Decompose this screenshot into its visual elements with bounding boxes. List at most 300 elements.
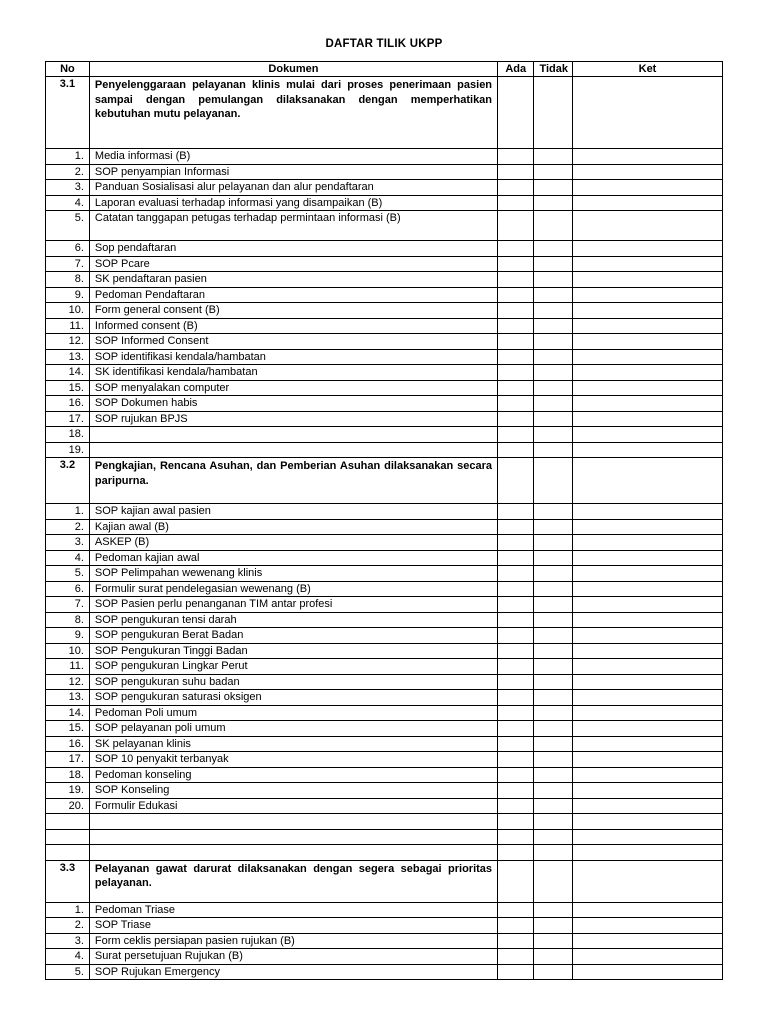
tidak-cell[interactable] (534, 612, 573, 628)
ket-cell[interactable] (573, 829, 723, 845)
header-no: No (46, 62, 90, 77)
row-number: 6. (46, 241, 90, 257)
tidak-cell[interactable] (534, 411, 573, 427)
header-tidak: Tidak (534, 62, 573, 77)
document-name (89, 829, 497, 845)
document-name: SOP Konseling (89, 783, 497, 799)
ket-cell[interactable] (573, 705, 723, 721)
tidak-cell[interactable] (534, 829, 573, 845)
ket-cell[interactable] (573, 349, 723, 365)
ket-cell[interactable] (573, 180, 723, 196)
ada-cell[interactable] (498, 705, 534, 721)
table-row (46, 612, 723, 628)
tidak-cell[interactable] (534, 303, 573, 319)
ket-cell[interactable] (573, 845, 723, 861)
ket-cell[interactable] (573, 287, 723, 303)
document-name: SOP Pengukuran Tinggi Badan (89, 643, 497, 659)
ket-cell[interactable] (573, 860, 723, 902)
ada-cell[interactable] (498, 860, 534, 902)
ada-cell[interactable] (498, 272, 534, 288)
row-number: 3.2 (46, 458, 90, 504)
row-number: 1. (46, 902, 90, 918)
tidak-cell[interactable] (534, 535, 573, 551)
document-name: Kajian awal (B) (89, 519, 497, 535)
tidak-cell[interactable] (534, 581, 573, 597)
ket-cell[interactable] (573, 581, 723, 597)
row-number: 1. (46, 504, 90, 520)
table-row (46, 705, 723, 721)
table-row (46, 674, 723, 690)
document-name: SOP pelayanan poli umum (89, 721, 497, 737)
tidak-cell[interactable] (534, 442, 573, 458)
ket-cell[interactable] (573, 427, 723, 443)
tidak-cell[interactable] (534, 628, 573, 644)
document-name: Informed consent (B) (89, 318, 497, 334)
table-row (46, 334, 723, 350)
ket-cell[interactable] (573, 628, 723, 644)
table-row (46, 349, 723, 365)
ket-cell[interactable] (573, 659, 723, 675)
table-row (46, 902, 723, 918)
ket-cell[interactable] (573, 798, 723, 814)
ada-cell[interactable] (498, 674, 534, 690)
row-number: 16. (46, 396, 90, 412)
ket-cell[interactable] (573, 334, 723, 350)
document-name: Pedoman Pendaftaran (89, 287, 497, 303)
table-row (46, 918, 723, 934)
ada-cell[interactable] (498, 334, 534, 350)
table-row (46, 256, 723, 272)
table-row (46, 380, 723, 396)
ket-cell[interactable] (573, 256, 723, 272)
tidak-cell[interactable] (534, 458, 573, 504)
document-name: ASKEP (B) (89, 535, 497, 551)
ket-cell[interactable] (573, 767, 723, 783)
table-row (46, 287, 723, 303)
document-name: Pedoman Triase (89, 902, 497, 918)
row-number: 5. (46, 566, 90, 582)
row-number: 12. (46, 674, 90, 690)
table-row (46, 272, 723, 288)
ada-cell[interactable] (498, 628, 534, 644)
table-row (46, 519, 723, 535)
ada-cell[interactable] (498, 581, 534, 597)
ada-cell[interactable] (498, 845, 534, 861)
checklist-table (45, 61, 723, 980)
tidak-cell[interactable] (534, 690, 573, 706)
document-name: SK identifikasi kendala/hambatan (89, 365, 497, 381)
table-row (46, 690, 723, 706)
tidak-cell[interactable] (534, 365, 573, 381)
ket-cell[interactable] (573, 814, 723, 830)
tidak-cell[interactable] (534, 643, 573, 659)
document-name: Formulir surat pendelegasian wewenang (B) (89, 581, 497, 597)
ket-cell[interactable] (573, 736, 723, 752)
ada-cell[interactable] (498, 535, 534, 551)
ada-cell[interactable] (498, 933, 534, 949)
table-row (46, 411, 723, 427)
document-name: SOP pengukuran tensi darah (89, 612, 497, 628)
document-name: SOP Pcare (89, 256, 497, 272)
tidak-cell[interactable] (534, 767, 573, 783)
ada-cell[interactable] (498, 612, 534, 628)
tidak-cell[interactable] (534, 918, 573, 934)
tidak-cell[interactable] (534, 902, 573, 918)
row-number: 18. (46, 767, 90, 783)
ket-cell[interactable] (573, 783, 723, 799)
ket-cell[interactable] (573, 149, 723, 165)
tidak-cell[interactable] (534, 77, 573, 149)
row-number: 20. (46, 798, 90, 814)
ket-cell[interactable] (573, 195, 723, 211)
document-name: SOP Informed Consent (89, 334, 497, 350)
row-number: 3. (46, 180, 90, 196)
document-name: Surat persetujuan Rujukan (B) (89, 949, 497, 965)
ket-cell[interactable] (573, 933, 723, 949)
ket-cell[interactable] (573, 77, 723, 149)
row-number: 11. (46, 659, 90, 675)
ada-cell[interactable] (498, 256, 534, 272)
row-number: 10. (46, 303, 90, 319)
tidak-cell[interactable] (534, 705, 573, 721)
row-number: 3.1 (46, 77, 90, 149)
ket-cell[interactable] (573, 535, 723, 551)
row-number: 12. (46, 334, 90, 350)
document-name: Laporan evaluasi terhadap informasi yang disampaikan (B) (89, 195, 497, 211)
table-row (46, 845, 723, 861)
row-number: 10. (46, 643, 90, 659)
row-number: 2. (46, 918, 90, 934)
row-number: 8. (46, 272, 90, 288)
ket-cell[interactable] (573, 211, 723, 241)
document-name: Sop pendaftaran (89, 241, 497, 257)
ada-cell[interactable] (498, 442, 534, 458)
tidak-cell[interactable] (534, 659, 573, 675)
ada-cell[interactable] (498, 829, 534, 845)
ada-cell[interactable] (498, 349, 534, 365)
document-name: Pedoman Poli umum (89, 705, 497, 721)
ket-cell[interactable] (573, 303, 723, 319)
ada-cell[interactable] (498, 164, 534, 180)
ket-cell[interactable] (573, 612, 723, 628)
tidak-cell[interactable] (534, 783, 573, 799)
table-row (46, 318, 723, 334)
ket-cell[interactable] (573, 566, 723, 582)
ket-cell[interactable] (573, 949, 723, 965)
table-row (46, 949, 723, 965)
document-name: SOP pengukuran suhu badan (89, 674, 497, 690)
table-row (46, 180, 723, 196)
ket-cell[interactable] (573, 318, 723, 334)
row-number: 2. (46, 519, 90, 535)
table-row (46, 566, 723, 582)
ket-cell[interactable] (573, 396, 723, 412)
section-row (46, 860, 723, 902)
tidak-cell[interactable] (534, 736, 573, 752)
ket-cell[interactable] (573, 674, 723, 690)
tidak-cell[interactable] (534, 964, 573, 980)
document-name (89, 814, 497, 830)
row-number: 19. (46, 783, 90, 799)
ada-cell[interactable] (498, 752, 534, 768)
tidak-cell[interactable] (534, 334, 573, 350)
row-number: 11. (46, 318, 90, 334)
tidak-cell[interactable] (534, 550, 573, 566)
ada-cell[interactable] (498, 643, 534, 659)
table-row (46, 643, 723, 659)
row-number: 5. (46, 211, 90, 241)
table-row (46, 149, 723, 165)
ada-cell[interactable] (498, 380, 534, 396)
tidak-cell[interactable] (534, 566, 573, 582)
ket-cell[interactable] (573, 721, 723, 737)
ada-cell[interactable] (498, 690, 534, 706)
tidak-cell[interactable] (534, 256, 573, 272)
tidak-cell[interactable] (534, 349, 573, 365)
ada-cell[interactable] (498, 550, 534, 566)
row-number: 4. (46, 949, 90, 965)
tidak-cell[interactable] (534, 504, 573, 520)
tidak-cell[interactable] (534, 860, 573, 902)
ada-cell[interactable] (498, 949, 534, 965)
ket-cell[interactable] (573, 964, 723, 980)
document-name: SOP penyampian Informasi (89, 164, 497, 180)
ada-cell[interactable] (498, 519, 534, 535)
document-name: SOP Dokumen habis (89, 396, 497, 412)
ket-cell[interactable] (573, 550, 723, 566)
document-name: SOP 10 penyakit terbanyak (89, 752, 497, 768)
row-number: 8. (46, 612, 90, 628)
table-row (46, 303, 723, 319)
table-body (46, 77, 723, 980)
row-number: 19. (46, 442, 90, 458)
row-number: 4. (46, 195, 90, 211)
table-row (46, 535, 723, 551)
ada-cell[interactable] (498, 318, 534, 334)
row-number: 3.3 (46, 860, 90, 902)
tidak-cell[interactable] (534, 241, 573, 257)
row-number: 7. (46, 597, 90, 613)
document-name: SOP Pasien perlu penanganan TIM antar profesi (89, 597, 497, 613)
row-number: 7. (46, 256, 90, 272)
ada-cell[interactable] (498, 902, 534, 918)
table-row (46, 581, 723, 597)
ada-cell[interactable] (498, 241, 534, 257)
row-number: 15. (46, 721, 90, 737)
ada-cell[interactable] (498, 149, 534, 165)
tidak-cell[interactable] (534, 814, 573, 830)
document-name: SOP rujukan BPJS (89, 411, 497, 427)
ada-cell[interactable] (498, 767, 534, 783)
table-row (46, 964, 723, 980)
ket-cell[interactable] (573, 504, 723, 520)
ada-cell[interactable] (498, 659, 534, 675)
row-number (46, 829, 90, 845)
ket-cell[interactable] (573, 164, 723, 180)
tidak-cell[interactable] (534, 674, 573, 690)
tidak-cell[interactable] (534, 380, 573, 396)
ada-cell[interactable] (498, 365, 534, 381)
ada-cell[interactable] (498, 814, 534, 830)
tidak-cell[interactable] (534, 396, 573, 412)
ada-cell[interactable] (498, 721, 534, 737)
document-name: Pedoman kajian awal (89, 550, 497, 566)
ada-cell[interactable] (498, 303, 534, 319)
table-row (46, 396, 723, 412)
row-number: 15. (46, 380, 90, 396)
ada-cell[interactable] (498, 211, 534, 241)
table-row (46, 365, 723, 381)
table-row (46, 628, 723, 644)
ada-cell[interactable] (498, 396, 534, 412)
ket-cell[interactable] (573, 442, 723, 458)
table-row (46, 933, 723, 949)
ada-cell[interactable] (498, 597, 534, 613)
document-name: Formulir Edukasi (89, 798, 497, 814)
row-number (46, 814, 90, 830)
tidak-cell[interactable] (534, 933, 573, 949)
document-name: Pelayanan gawat darurat dilaksanakan dengan segera sebagai prioritas pelayanan. (89, 860, 497, 902)
tidak-cell[interactable] (534, 798, 573, 814)
row-number: 4. (46, 550, 90, 566)
table-row (46, 195, 723, 211)
tidak-cell[interactable] (534, 164, 573, 180)
table-row (46, 241, 723, 257)
document-name: SOP pengukuran Berat Badan (89, 628, 497, 644)
document-name: SOP pengukuran Lingkar Perut (89, 659, 497, 675)
ada-cell[interactable] (498, 458, 534, 504)
tidak-cell[interactable] (534, 195, 573, 211)
table-row (46, 427, 723, 443)
table-row (46, 550, 723, 566)
row-number: 3. (46, 933, 90, 949)
section-row (46, 77, 723, 149)
tidak-cell[interactable] (534, 752, 573, 768)
ada-cell[interactable] (498, 736, 534, 752)
table-row (46, 829, 723, 845)
document-name: Catatan tanggapan petugas terhadap permintaan informasi (B) (89, 211, 497, 241)
tidak-cell[interactable] (534, 427, 573, 443)
table-row (46, 767, 723, 783)
ket-cell[interactable] (573, 597, 723, 613)
ada-cell[interactable] (498, 287, 534, 303)
page-title: DAFTAR TILIK UKPP (325, 38, 443, 50)
document-name: SOP Triase (89, 918, 497, 934)
document-name: Form ceklis persiapan pasien rujukan (B) (89, 933, 497, 949)
tidak-cell[interactable] (534, 272, 573, 288)
document-name: Pengkajian, Rencana Asuhan, dan Pemberian Asuhan dilaksanakan secara paripurna. (89, 458, 497, 504)
header-ada: Ada (498, 62, 534, 77)
tidak-cell[interactable] (534, 519, 573, 535)
document-name: SOP kajian awal pasien (89, 504, 497, 520)
document-name (89, 845, 497, 861)
row-number: 2. (46, 164, 90, 180)
table-row (46, 504, 723, 520)
ada-cell[interactable] (498, 964, 534, 980)
ket-cell[interactable] (573, 643, 723, 659)
ada-cell[interactable] (498, 195, 534, 211)
table-row (46, 814, 723, 830)
ada-cell[interactable] (498, 77, 534, 149)
tidak-cell[interactable] (534, 721, 573, 737)
tidak-cell[interactable] (534, 211, 573, 241)
document-name: SOP identifikasi kendala/hambatan (89, 349, 497, 365)
document-name: Form general consent (B) (89, 303, 497, 319)
document-name: Media informasi (B) (89, 149, 497, 165)
ket-cell[interactable] (573, 411, 723, 427)
ada-cell[interactable] (498, 411, 534, 427)
table-row (46, 736, 723, 752)
tidak-cell[interactable] (534, 149, 573, 165)
header-ket: Ket (573, 62, 723, 77)
table-row (46, 783, 723, 799)
row-number: 13. (46, 690, 90, 706)
row-number: 5. (46, 964, 90, 980)
row-number: 6. (46, 581, 90, 597)
document-name: SOP Rujukan Emergency (89, 964, 497, 980)
ket-cell[interactable] (573, 458, 723, 504)
tidak-cell[interactable] (534, 318, 573, 334)
table-row (46, 442, 723, 458)
tidak-cell[interactable] (534, 287, 573, 303)
row-number: 14. (46, 705, 90, 721)
ada-cell[interactable] (498, 504, 534, 520)
ket-cell[interactable] (573, 241, 723, 257)
ket-cell[interactable] (573, 918, 723, 934)
document-name (89, 442, 497, 458)
ada-cell[interactable] (498, 566, 534, 582)
tidak-cell[interactable] (534, 597, 573, 613)
document-name: SK pelayanan klinis (89, 736, 497, 752)
header-dokumen: Dokumen (89, 62, 497, 77)
row-number: 18. (46, 427, 90, 443)
document-name: Pedoman konseling (89, 767, 497, 783)
row-number: 1. (46, 149, 90, 165)
ada-cell[interactable] (498, 783, 534, 799)
document-name: SOP pengukuran saturasi oksigen (89, 690, 497, 706)
ket-cell[interactable] (573, 902, 723, 918)
table-row (46, 211, 723, 241)
ket-cell[interactable] (573, 380, 723, 396)
row-number: 16. (46, 736, 90, 752)
document-name: SOP menyalakan computer (89, 380, 497, 396)
ket-cell[interactable] (573, 365, 723, 381)
header-row (46, 62, 723, 77)
ket-cell[interactable] (573, 752, 723, 768)
ket-cell[interactable] (573, 519, 723, 535)
row-number: 17. (46, 411, 90, 427)
row-number: 17. (46, 752, 90, 768)
tidak-cell[interactable] (534, 845, 573, 861)
row-number (46, 845, 90, 861)
table-row (46, 752, 723, 768)
row-number: 9. (46, 287, 90, 303)
tidak-cell[interactable] (534, 180, 573, 196)
ada-cell[interactable] (498, 918, 534, 934)
document-name: Penyelenggaraan pelayanan klinis mulai dari proses penerimaan pasien sampai dengan pemulangan dilaksanakan dengan memperhatikan kebutuhan mutu pelayanan. (89, 77, 497, 149)
row-number: 3. (46, 535, 90, 551)
ada-cell[interactable] (498, 180, 534, 196)
table-row (46, 721, 723, 737)
table-row (46, 597, 723, 613)
ada-cell[interactable] (498, 798, 534, 814)
document-name: SOP Pelimpahan wewenang klinis (89, 566, 497, 582)
ket-cell[interactable] (573, 272, 723, 288)
tidak-cell[interactable] (534, 949, 573, 965)
document-name (89, 427, 497, 443)
ada-cell[interactable] (498, 427, 534, 443)
ket-cell[interactable] (573, 690, 723, 706)
